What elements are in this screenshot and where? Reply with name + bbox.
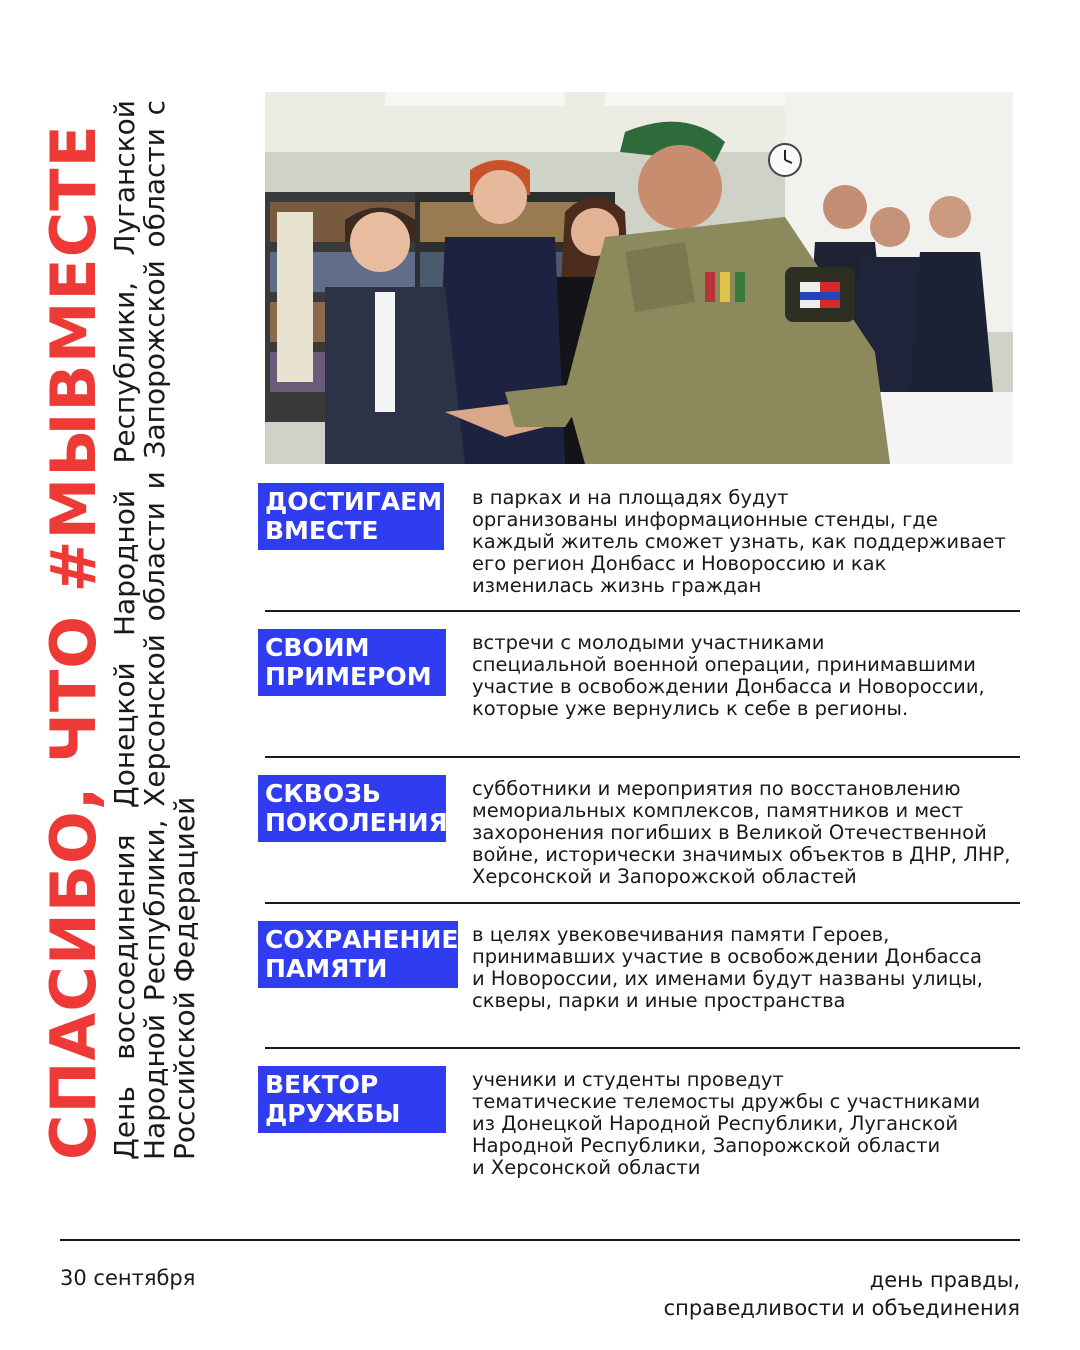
side-title-block: [37, 90, 201, 1160]
footer-divider: [60, 1239, 1020, 1241]
item-description: в парках и на площадях будут организованы информационные стенды, где каждый житель сможет узнать, как поддерживает его регион Донбасс и Новороссию и как изменилась жизнь граждан: [472, 486, 1006, 597]
side-subtitle: День воссоединения Донецкой Народной Республики, Луганской Народной Республики, Херсонской области и Запорожской области с Российской Федерацией: [108, 100, 201, 1160]
divider: [265, 1047, 1020, 1049]
divider: [265, 756, 1020, 758]
item-description: субботники и мероприятия по восстановлению мемориальных комплексов, памятников и мест захоронения погибших в Великой Отечественной войне, исторически значимых объектов в ДНР, ЛНР, Херсонской и Запорожской областей: [472, 777, 1011, 888]
side-title-rotated: [37, 90, 201, 1160]
item-description: в целях увековечивания памяти Героев, принимавших участие в освобождении Донбасса и Новороссии, их именами будут названы улицы, скверы, парки и иные пространства: [472, 923, 983, 1012]
handshake-photo-icon: [265, 92, 1013, 464]
main-photo: [265, 92, 1013, 464]
item-label: СВОИМ ПРИМЕРОМ: [258, 629, 446, 696]
hashtag-title: СПАСИБО, ЧТО #МЫВМЕСТЕ: [37, 124, 110, 1160]
item-label: ДОСТИГАЕМ ВМЕСТЕ: [258, 483, 444, 550]
item-description: встречи с молодыми участниками специальной военной операции, принимавшими участие в освобождении Донбасса и Новороссии, которые уже вернулись к себе в регионы.: [472, 631, 985, 720]
item-description: ученики и студенты проведут тематические телемосты дружбы с участниками из Донецкой Народной Республики, Луганской Народной Республики, Запорожской области и Херсонской области: [472, 1068, 981, 1179]
footer-slogan: день правды, справедливости и объединения: [663, 1268, 1020, 1320]
item-label: СОХРАНЕНИЕ ПАМЯТИ: [258, 921, 458, 988]
item-label: СКВОЗЬ ПОКОЛЕНИЯ: [258, 775, 446, 842]
divider: [265, 902, 1020, 904]
divider: [265, 610, 1020, 612]
item-label: ВЕКТОР ДРУЖБЫ: [258, 1066, 446, 1133]
event-date: 30 сентября: [60, 1266, 196, 1290]
